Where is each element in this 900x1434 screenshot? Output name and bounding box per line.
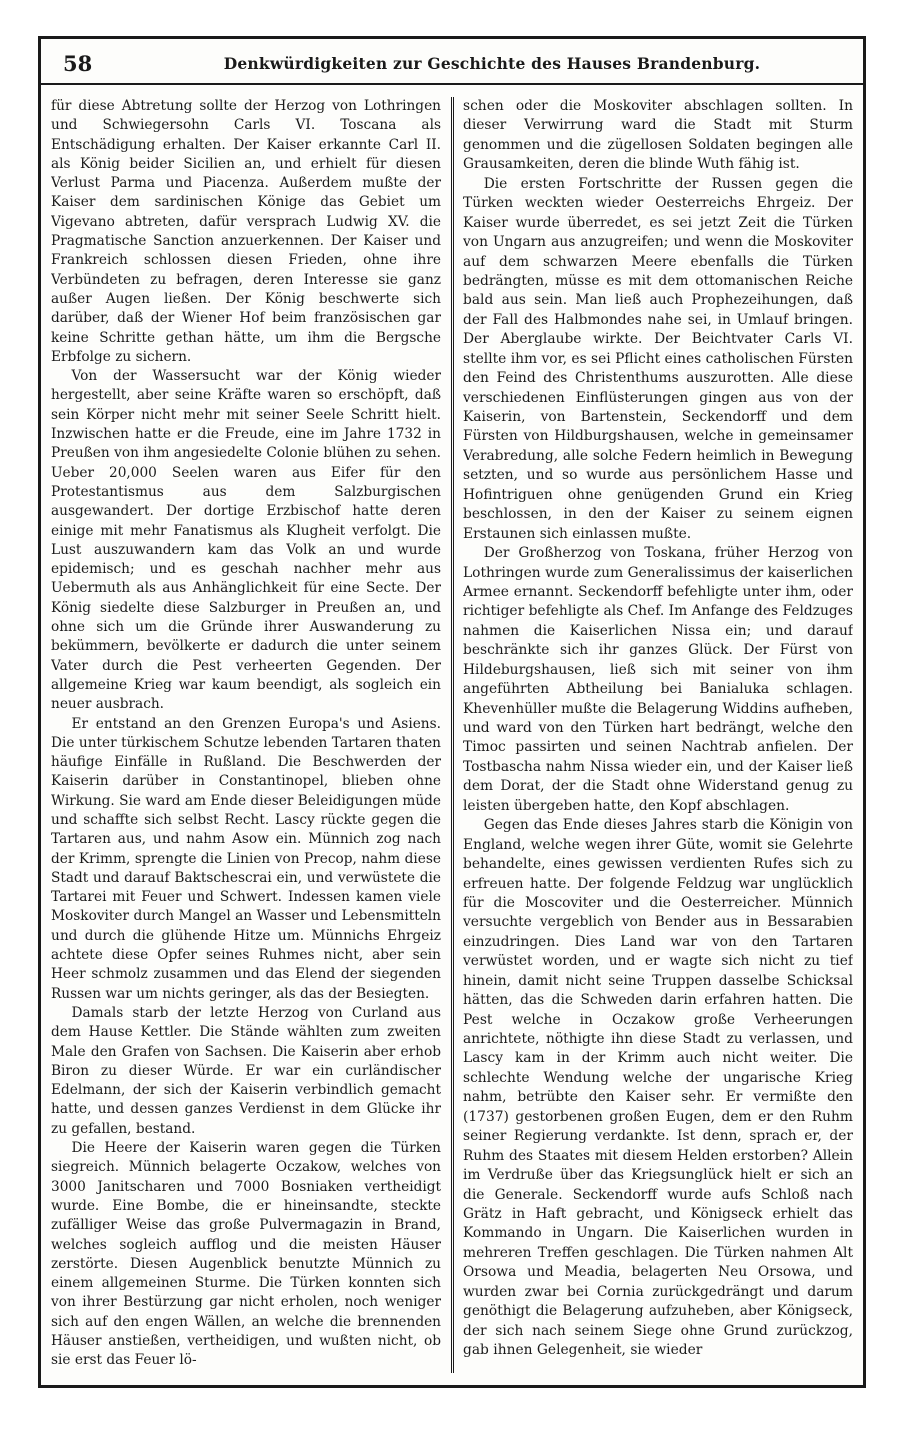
running-title: Denkwürdigkeiten zur Geschichte des Hauses Brandenburg. — [223, 54, 761, 73]
paragraph: Er entstand an den Grenzen Europa's und Asiens. Die unter türkischem Schutze lebenden Tartaren thaten häufige Einfälle in Rußland. Die Beschwerden der Kaiserin darüber in Constantinopel, blieben ohne Wirkung. Sie ward am Ende dieser Beleidigungen müde und schaffte sich selbst Recht. Lascy rückte gegen die Tartaren aus, und nahm Asow ein. Münnich zog nach der Krimm, sprengte die Linien von Precop, nahm diese Stadt und darauf Baktschescrai ein, und verwüstete die Tartarei mit Feuer und Schwert. Indessen kamen viele Moskoviter durch Mangel an Wasser und Lebensmitteln und durch die glühende Hitze um. Münnichs Ehrgeiz achtete diese Opfer seines Ruhmes nicht, aber sein Heer schmolz zusammen und das Elend der siegenden Russen war um nichts geringer, als das der Besiegten. — [51, 715, 441, 1002]
page-header — [41, 39, 863, 85]
paragraph: Gegen das Ende dieses Jahres starb die Königin von England, welche wegen ihrer Güte, womit sie Gelehrte behandelte, eines gewissen verdienten Rufes sich zu erfreuen hatte. Der folgende Feldzug war unglücklich für die Moscoviter und die Oesterreicher. Münnich versuchte vergeblich von Bender aus in Bessarabien einzudringen. Dies Land war von den Tartaren verwüstet worden, und er wagte sich nicht zu tief hinein, damit nicht seine Truppen dasselbe Schicksal hätten, das die Schweden darin erfahren hatten. Die Pest welche in Oczakow große Verheerungen anrichtete, nöthigte ihn diese Stadt zu verlassen, und Lascy kam in der Krimm auch nicht weiter. Die schlechte Wendung welche der ungarische Krieg nahm, betrübte den Kaiser sehr. Er vermißte den (1737) gestorbenen großen Eugen, dem er den Ruhm seiner Regierung verdankte. Ist denn, sprach er, der Ruhm des Staates mit diesem Helden erstorben? Allein im Verdruße über das Kriegsunglück hielt er sich an die Generale. Seckendorff wurde aufs Schloß nach Grätz in Haft gebracht, und Königseck erhielt das Kommando in Ungarn. Die Kaiserlichen wurden in mehreren Treffen geschlagen. Die Türken nahmen Alt Orsowa und Meadia, belagerten Neu Orsowa, und wurden zwar bei Cornia zurückgedrängt und darum genöthigt die Belagerung aufzuheben, aber Königseck, der sich nach seinem Siege ohne Grund zurückzog, gab ihnen Gelegenheit, sie wieder — [463, 817, 853, 1358]
left-column — [51, 97, 441, 1373]
right-column — [463, 97, 853, 1373]
paragraph: Die ersten Fortschritte der Russen gegen die Türken weckten wieder Oesterreichs Ehrgeiz. Der Kaiser wurde überredet, es sei jetzt Zeit die Türken von Ungarn aus anzugreifen; und wenn die Moskoviter auf dem schwarzen Meere ebenfalls die Türken bedrängten, müsse es mit dem ottomanischen Reiche bald aus sein. Man ließ auch Prophezeihungen, daß der Fall des Halbmondes nahe sei, in Umlauf bringen. Der Aberglaube wirkte. Der Beichtvater Carls VI. stellte ihm vor, es sei Pflicht eines catholischen Fürsten den Feind des Christenthums auszurotten. Alle diese verschiedenen Einflüsterungen gingen aus von der Kaiserin, von Bartenstein, Seckendorff und dem Fürsten von Hildburgshausen, welche in gemeinsamer Verabredung, alle solche Federn heimlich in Bewegung setzten, und so wurde aus persönlichem Hasse und Hofintriguen ohne genügenden Grund ein Krieg beschlossen, in den der Kaiser zu seinem eignen Erstaunen sich einlassen mußte. — [463, 175, 853, 542]
paragraph: Von der Wassersucht war der König wieder hergestellt, aber seine Kräfte waren so erschöpft, daß sein Körper nicht mehr mit seiner Seele Schritt hielt. Inzwischen hatte er die Freude, eine im Jahre 1732 in Preußen von ihm angesiedelte Colonie blühen zu sehen. Ueber 20,000 Seelen waren aus Eifer für den Protestantismus aus dem Salzburgischen ausgewandert. Der dortige Erzbischof hatte deren einige mit mehr Fanatismus als Klugheit verfolgt. Die Lust auszuwandern kam das Volk an und wurde epidemisch; und es geschah nachher mehr aus Uebermuth als aus Anhänglichkeit für eine Secte. Der König siedelte diese Salzburger in Preußen an, und ohne sich um die Gründe ihrer Auswanderung zu bekümmern, bevölkerte er dadurch die unter seinem Vater durch die Pest verheerten Gegenden. Der allgemeine Krieg war kaum beendigt, als sogleich ein neuer ausbrach. — [51, 368, 441, 713]
page-number: 58 — [63, 51, 93, 76]
column-divider — [451, 97, 454, 1373]
book-page — [38, 36, 866, 1388]
paragraph: schen oder die Moskoviter abschlagen sollten. In dieser Verwirrung ward die Stadt mit Sturm genommen und die zügellosen Soldaten begingen alle Grausamkeiten, deren die blinde Wuth fähig ist. — [463, 98, 853, 173]
paragraph: Die Heere der Kaiserin waren gegen die Türken siegreich. Münnich belagerte Oczakow, welches von 3000 Janitscharen und 7000 Bosniaken vertheidigt wurde. Eine Bombe, die er hineinsandte, steckte zufälliger Weise das große Pulvermagazin in Brand, welches sogleich aufflog und die meisten Häuser zerstörte. Diesen Augenblick benutzte Münnich zu einem allgemeinen Sturme. Die Türken konnten sich von ihrer Bestürzung gar nicht erholen, noch weniger sich auf den engen Wällen, an welche die brennenden Häuser anstießen, vertheidigen, und wußten nicht, ob sie erst das Feuer lö- — [51, 1140, 441, 1369]
paragraph: Der Großherzog von Toskana, früher Herzog von Lothringen wurde zum Generalissimus der kaiserlichen Armee ernannt. Seckendorff befehligte unter ihm, oder richtiger befehligte als Chef. Im Anfange des Feldzuges nahmen die Kaiserlichen Nissa ein; und darauf beschränkte sich ihr ganzes Glück. Der Fürst von Hildeburgshausen, ließ sich mit seiner von ihm angeführten Abtheilung bei Banialuka schlagen. Khevenhüller mußte die Belagerung Widdins aufheben, und ward von den Türken hart bedrängt, welche den Timoc passirten und seinen Nachtrab anfielen. Der Tostbascha nahm Nissa wieder ein, und der Kaiser ließ dem Dorat, der die Stadt ohne Widerstand genug zu leisten übergeben hatte, den Kopf abschlagen. — [463, 545, 853, 814]
text-columns — [51, 97, 853, 1373]
paragraph: Damals starb der letzte Herzog von Curland aus dem Hause Kettler. Die Stände wählten zum zweiten Male den Grafen von Sachsen. Die Kaiserin aber erhob Biron zu dieser Würde. Er war ein curländischer Edelmann, der sich der Kaiserin verbindlich gemacht hatte, und dessen ganzes Verdienst in dem Glücke ihr zu gefallen, bestand. — [51, 1004, 441, 1137]
paragraph: für diese Abtretung sollte der Herzog von Lothringen und Schwiegersohn Carls VI. Toscana als Entschädigung erhalten. Der Kaiser erkannte Carl II. als König beider Sicilien an, und erhielt für diesen Verlust Parma und Piacenza. Außerdem mußte der Kaiser dem sardinischen Könige das Gebiet um Vigevano abtreten, dafür versprach Ludwig XV. die Pragmatische Sanction anzuerkennen. Der Kaiser und Frankreich schlossen diesen Frieden, ohne ihre Verbündeten zu befragen, deren Interesse sie ganz außer Augen ließen. Der König beschwerte sich darüber, daß der Wiener Hof beim französischen gar keine Schritte gethan hätte, um ihm die Bergsche Erbfolge zu sichern. — [51, 98, 441, 365]
